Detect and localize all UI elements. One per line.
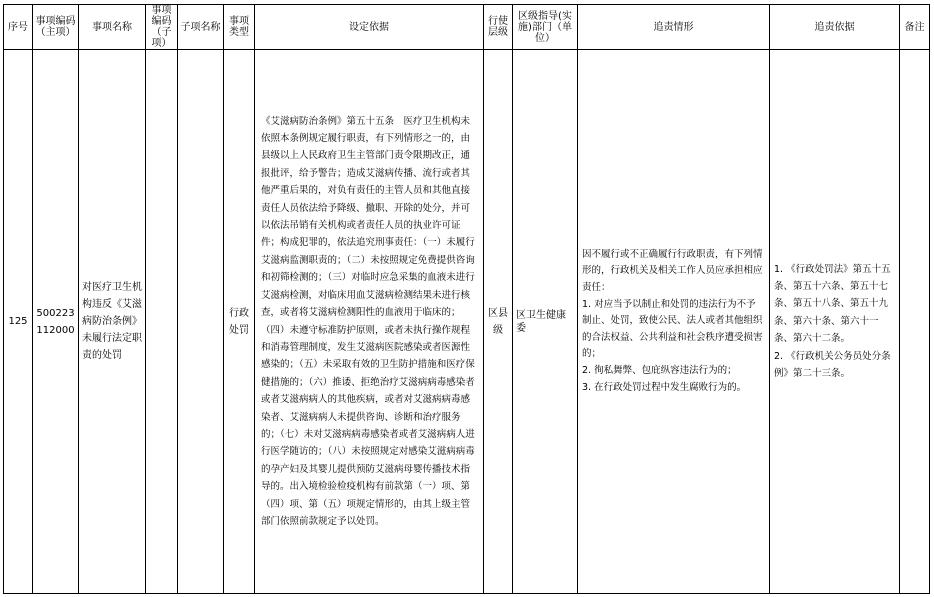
cell-remark	[900, 50, 930, 594]
header-seq: 序号	[4, 5, 33, 50]
header-code: 事项编码（主项）	[33, 5, 79, 50]
header-row	[4, 5, 930, 50]
header-sub-name: 子项名称	[178, 5, 224, 50]
cell-sub-code	[146, 50, 178, 594]
cell-resp-basis	[770, 50, 900, 594]
header-name: 事项名称	[79, 5, 146, 50]
header-reason: 追责情形	[578, 5, 770, 50]
cell-basis: 《艾滋病防治条例》第五十五条 医疗卫生机构未依照本条例规定履行职责，有下列情形之一的，由县级以上人民政府卫生主管部门责令限期改正，通报批评，给予警告；造成艾滋病传播、流行或者其他严重后果的，对负有责任的主管人员和其他直接责任人员依法给予降级、撤职、开除的处分，并可以依法吊销有关机构或者责任人员的执业许可证件；构成犯罪的，依法追究刑事责任：（一）未履行艾滋病监测职责的；（二）未按照规定免费提供咨询和初筛检测的；（三）对临时应急采集的血液未进行艾滋病检测，对临床用血艾滋病检测结果未进行核查，或者将艾滋病检测阳性的血液用于临床的；（四）未遵守标准防护原则，或者未执行操作规程和消毒管理制度，发生艾滋病医院感染或者医源性感染的；（五）未采取有效的卫生防护措施和医疗保健措施的；（六）推诿、拒绝治疗艾滋病病毒感染者或者艾滋病病人的其他疾病，或者对艾滋病病毒感染者、艾滋病病人未提供咨询、诊断和治疗服务的；（七）未对艾滋病病毒感染者或者艾滋病病人进行医学随访的；（八）未按照规定对感染艾滋病病毒的孕产妇及其婴儿提供预防艾滋病母婴传播技术指导的。出入境检验检疫机构有前款第（一）项、第（四）项、第（五）项规定情形的，由其上级主管部门依照前款规定予以处罚。	[255, 50, 484, 594]
liability-table	[3, 4, 930, 594]
cell-code: 500223112000	[33, 50, 79, 594]
cell-level: 区县级	[484, 50, 513, 594]
reason-item: 1. 对应当予以制止和处罚的违法行为不予制止、处罚，致使公民、法人或者其他组织的合法权益、公共利益和社会秩序遭受损害的；	[582, 298, 763, 360]
header-remark: 备注	[900, 5, 930, 50]
reason-intro: 因不履行或不正确履行行政职责，有下列情形的，行政机关及相关工作人员应承担相应责任：	[582, 248, 763, 294]
reason-item: 2. 徇私舞弊、包庇纵容违法行为的；	[582, 364, 737, 376]
cell-sub-name	[178, 50, 224, 594]
cell-seq: 125	[4, 50, 33, 594]
reason-item: 3. 在行政处罚过程中发生腐败行为的。	[582, 381, 747, 393]
cell-reason	[578, 50, 770, 594]
resp-basis-item: 1. 《行政处罚法》第五十五条、第五十六条、第五十七条、第五十八条、第五十九条、第六十条、第六十一条、第六十二条。	[774, 263, 891, 345]
cell-dept: 区卫生健康委	[513, 50, 578, 594]
cell-category: 行政处罚	[224, 50, 255, 594]
header-category: 事项类型	[224, 5, 255, 50]
header-dept: 区级指导(实施)部门（单位）	[513, 5, 578, 50]
header-level: 行使层级	[484, 5, 513, 50]
header-sub-code: 事项编码（子项）	[146, 5, 178, 50]
header-resp-basis: 追责依据	[770, 5, 900, 50]
cell-name: 对医疗卫生机构违反《艾滋病防治条例》未履行法定职责的处罚	[79, 50, 146, 594]
header-basis: 设定依据	[255, 5, 484, 50]
table-row	[4, 50, 930, 594]
resp-basis-item: 2. 《行政机关公务员处分条例》第二十三条。	[774, 350, 891, 380]
